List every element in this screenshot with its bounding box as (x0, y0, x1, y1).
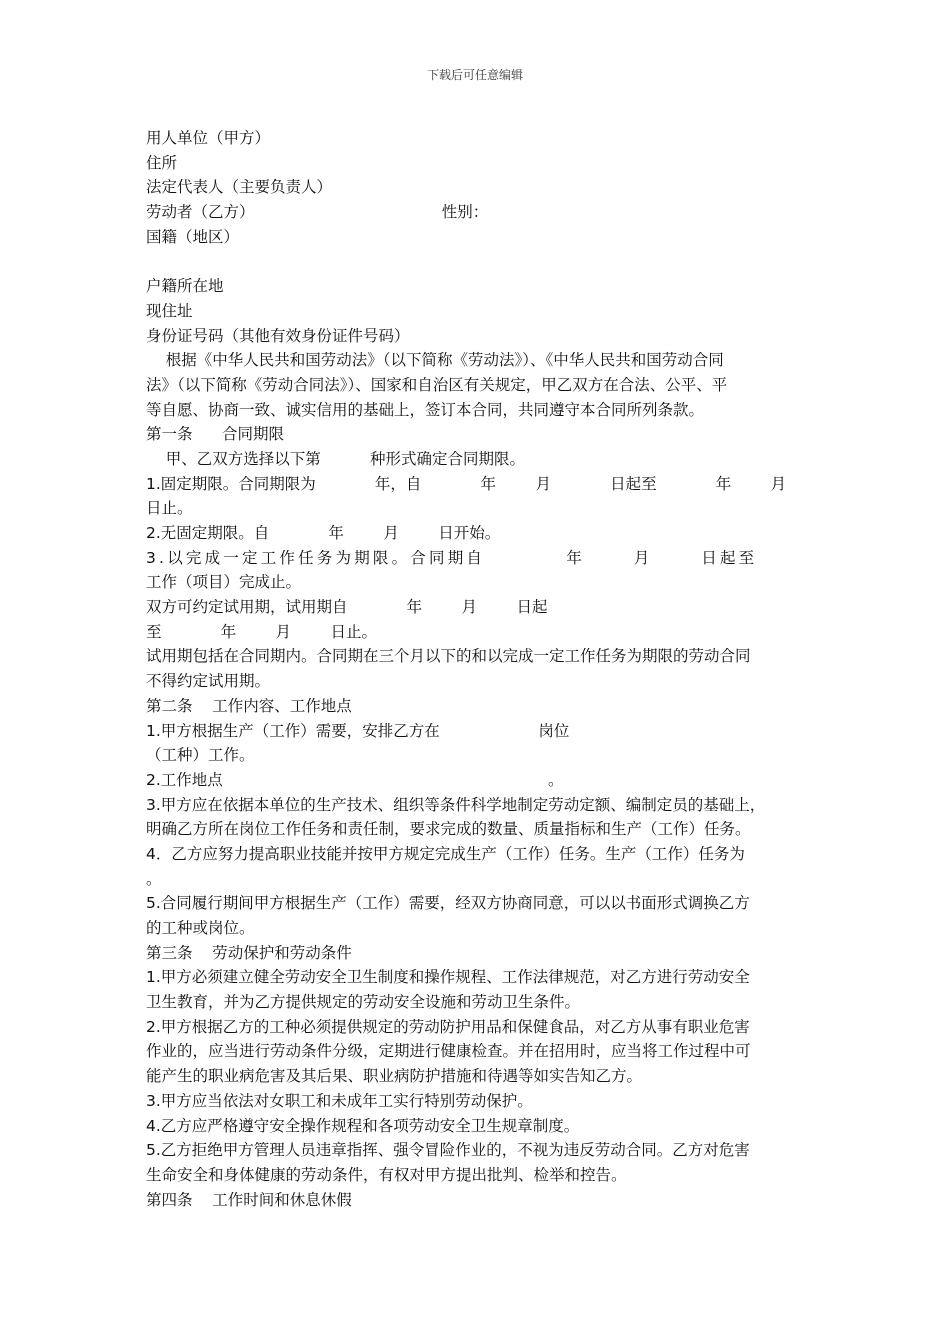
article-2-item-5: 5.合同履行期间甲方根据生产（工作）需要，经双方协商同意，可以以书面形式调换乙方 (146, 894, 750, 913)
article-1-item-3: 3.以完成一定工作任务为期限。合同期自 年 月 日起至 (146, 548, 758, 567)
legal-rep-line: 法定代表人（主要负责人） (146, 178, 333, 197)
article-1-item-1-cont: 日止。 (146, 499, 193, 518)
preamble-line-1: 根据《中华人民共和国劳动法》（以下简称《劳动法》）、《中华人民共和国劳动合同 (146, 351, 724, 370)
article-3-item-1-cont: 卫生教育，并为乙方提供规定的劳动安全设施和劳动卫生条件。 (146, 993, 581, 1012)
article-1-heading: 第一条 合同期限 (146, 425, 285, 444)
preamble-line-2: 法》（以下简称《劳动合同法》）、国家和自治区有关规定，甲乙双方在合法、公平、平 (146, 375, 728, 394)
article-3-item-4: 4.乙方应严格遵守安全操作规程和各项劳动安全卫生规章制度。 (146, 1116, 580, 1135)
article-3-item-2-cont-2: 能产生的职业病危害及其后果、职业病防护措施和待遇等如实告知乙方。 (146, 1067, 643, 1086)
article-2-heading: 第二条 工作内容、工作地点 (146, 696, 352, 715)
article-1-item-2: 2.无固定期限。自 年 月 日开始。 (146, 524, 501, 542)
employer-line: 用人单位（甲方） (146, 129, 271, 147)
article-2-item-3-cont: 明确乙方所在岗位工作任务和责任制，要求完成的数量、质量指标和生产（工作）任务。 (146, 820, 751, 839)
article-1-intro: 甲、乙双方选择以下第 种形式确定合同期限。 (146, 449, 525, 468)
article-1-item-3-cont: 工作（项目）完成止。 (146, 573, 302, 592)
address-line: 住所 (146, 153, 178, 172)
article-3-item-1: 1.甲方必须建立健全劳动安全卫生制度和操作规程、工作法律规范，对乙方进行劳动安全 (146, 968, 750, 987)
id-number-line: 身份证号码（其他有效身份证件号码） (146, 326, 410, 345)
probation-line-2: 至 年 月 日止。 (146, 622, 377, 641)
article-4-heading: 第四条 工作时间和休息休假 (146, 1190, 352, 1209)
article-3-item-2-cont-1: 作业的，应当进行劳动条件分级，定期进行健康检查。并在招用时，应当将工作过程中可 (146, 1042, 751, 1061)
article-3-heading: 第三条 劳动保护和劳动条件 (146, 943, 352, 962)
article-2-item-2: 2.工作地点 。 (146, 770, 564, 789)
page-header: 下载后可任意编辑 (426, 68, 523, 82)
article-3-item-5-cont: 生命安全和身体健康的劳动条件，有权对甲方提出批判、检举和控告。 (146, 1165, 627, 1184)
household-line: 户籍所在地 (146, 277, 224, 296)
preamble-line-3: 等自愿、协商一致、诚实信用的基础上，签订本合同，共同遵守本合同所列条款。 (146, 400, 705, 419)
article-2-item-3: 3.甲方应在依据本单位的生产技术、组织等条件科学地制定劳动定额、编制定员的基础上， (146, 795, 766, 814)
article-3-item-3: 3.甲方应当依法对女职工和未成年工实行特别劳动保护。 (146, 1091, 533, 1110)
probation-note-2: 不得约定试用期。 (146, 672, 271, 691)
article-3-item-5: 5.乙方拒绝甲方管理人员违章指挥、强令冒险作业的，不视为违反劳动合同。乙方对危害 (146, 1141, 750, 1160)
article-1-item-1: 1.固定期限。合同期限为 年，自 年 月 日起至 年 月 (146, 474, 787, 493)
document-body (146, 126, 806, 1212)
article-3-item-2: 2.甲方根据乙方的工种必须提供规定的劳动防护用品和保健食品，对乙方从事有职业危害 (146, 1017, 750, 1036)
article-2-item-4-cont: 。 (146, 869, 162, 888)
article-2-item-1: 1.甲方根据生产（工作）需要，安排乙方在 岗位 (146, 721, 570, 740)
article-2-item-5-cont: 的工种或岗位。 (146, 919, 255, 937)
article-2-item-4: 4．乙方应努力提高职业技能并按甲方规定完成生产（工作）任务。生产（工作）任务为 (146, 844, 745, 863)
nationality-line: 国籍（地区） (146, 227, 240, 246)
current-address-line: 现住址 (146, 301, 193, 320)
probation-line-1: 双方可约定试用期，试用期自 年 月 日起 (146, 598, 548, 617)
article-2-item-1-cont: （工种）工作。 (146, 746, 255, 765)
probation-note-1: 试用期包括在合同期内。合同期在三个月以下的和以完成一定工作任务为期限的劳动合同 (146, 647, 751, 666)
blank-line (146, 249, 806, 274)
employee-line: 劳动者（乙方） 性别： (146, 203, 489, 222)
